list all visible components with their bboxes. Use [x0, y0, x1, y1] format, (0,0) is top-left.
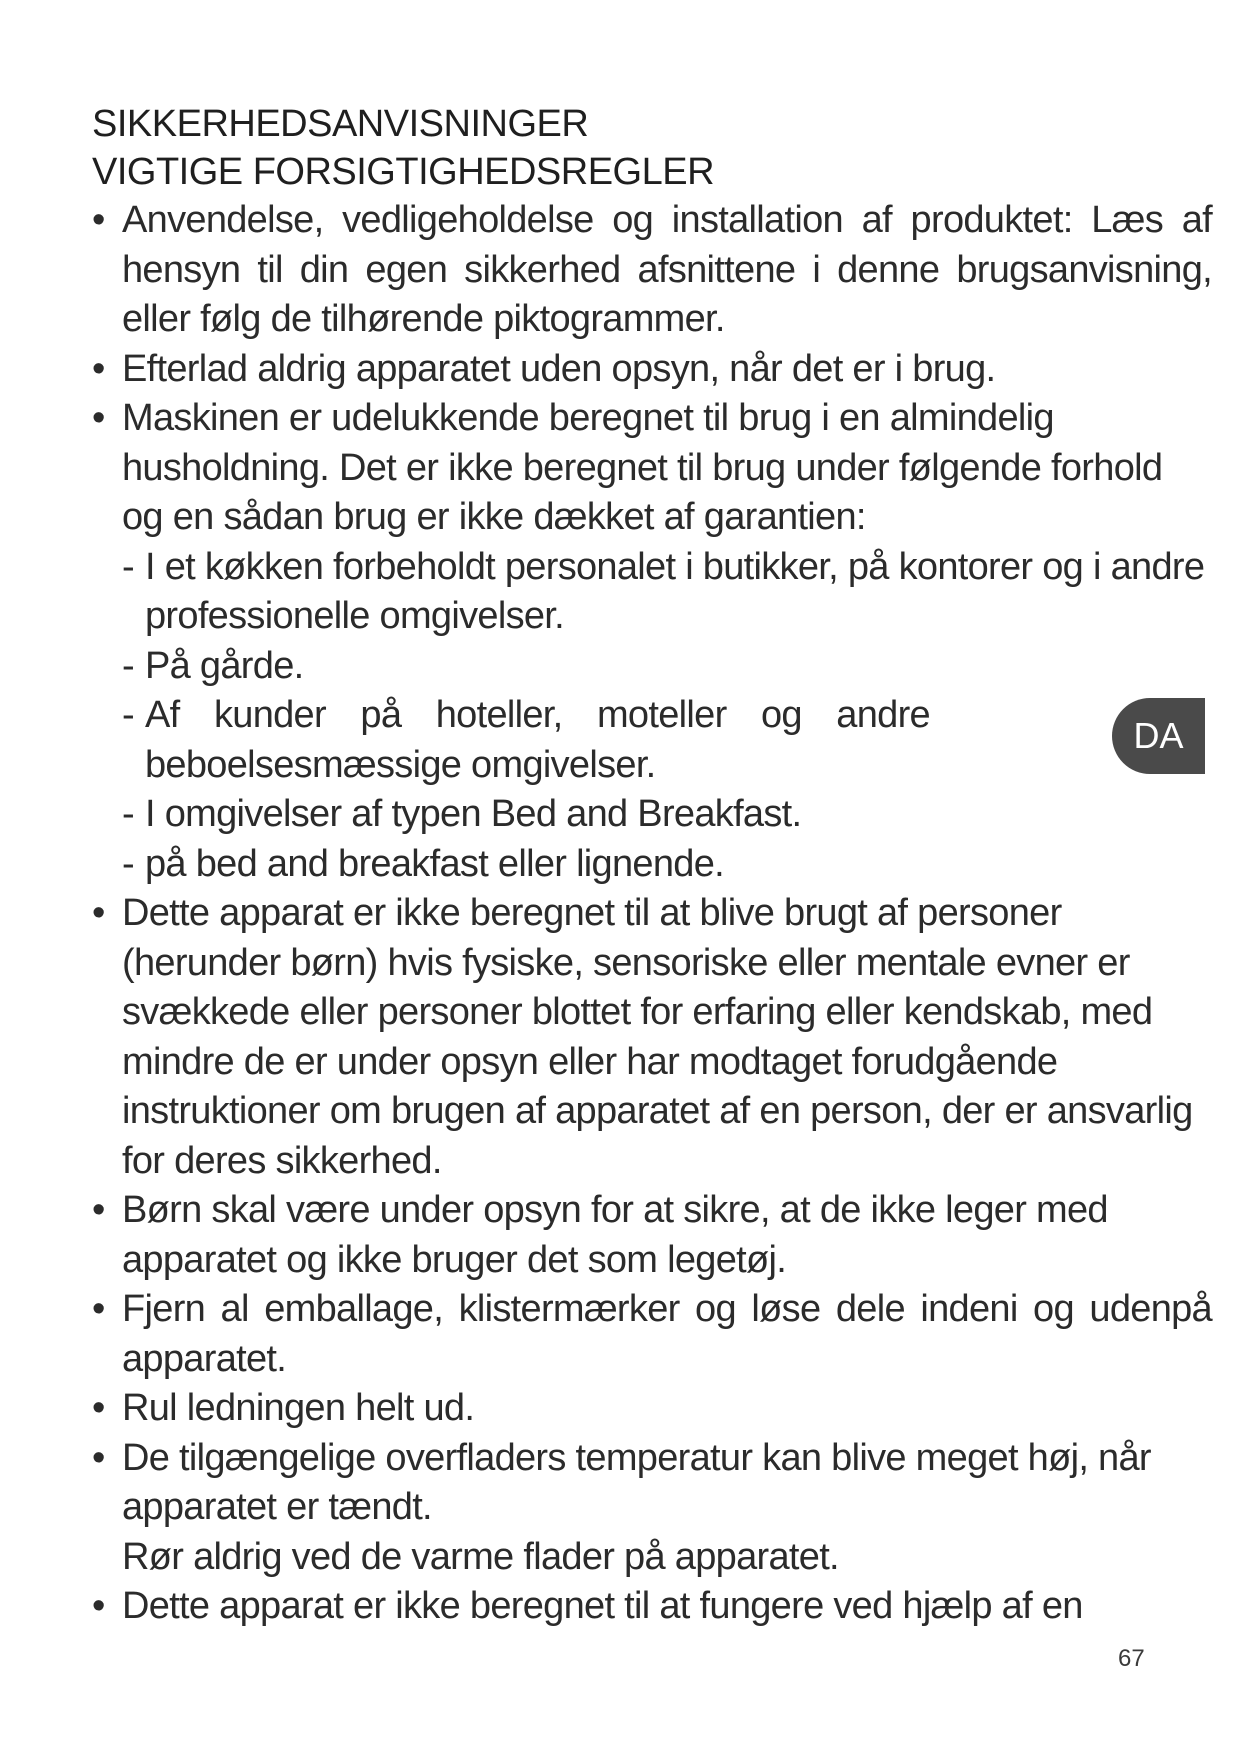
section-title — [92, 100, 1212, 196]
safety-instructions-list — [92, 196, 1212, 1632]
list-item — [92, 345, 1212, 395]
bullet-icon: • — [92, 397, 105, 439]
section-title-line-1: SIKKERHEDSANVISNINGER — [92, 103, 589, 145]
bullet-icon: • — [92, 1387, 105, 1429]
sublist-item-text: I omgivelser af typen Bed and Breakfast. — [145, 793, 802, 835]
list-item-text: Fjern al emballage, klistermærker og løse dele indeni og udenpå apparatet. — [122, 1288, 1212, 1380]
bullet-icon: • — [92, 1585, 105, 1627]
bullet-icon: • — [92, 892, 105, 934]
dash-icon: - — [122, 694, 134, 736]
sublist-item — [122, 543, 1212, 642]
page-content — [92, 100, 1212, 1632]
bullet-icon: • — [92, 1288, 105, 1330]
language-tab: DA — [1112, 698, 1205, 774]
list-item — [92, 1434, 1212, 1583]
list-item-text: Maskinen er udelukkende beregnet til brug i en almindelig husholdning. Det er ikke beregnet til brug under følgende forhold og en sådan brug er ikke dækket af garantien: — [122, 397, 1163, 538]
dash-icon: - — [122, 644, 134, 687]
bullet-icon: • — [92, 1189, 105, 1231]
sublist-item — [122, 840, 1212, 890]
dash-icon: - — [122, 842, 134, 885]
list-item-text: Efterlad aldrig apparatet uden opsyn, når det er i brug. — [122, 347, 996, 390]
sublist-item — [122, 642, 1212, 692]
sublist-item — [122, 790, 1212, 840]
list-item-text: Børn skal være under opsyn for at sikre, at de ikke leger med apparatet og ikke bruger det som legetøj. — [122, 1189, 1108, 1281]
list-item — [92, 1285, 1212, 1384]
list-item — [92, 1186, 1212, 1285]
dash-icon: - — [122, 545, 134, 588]
dash-icon: - — [122, 793, 134, 835]
list-item-text: Anvendelse, vedligeholdelse og installation af produktet: Læs af hensyn til din egen sikkerhed afsnittene i denne brugsanvisning, eller følg de tilhørende piktogrammer. — [122, 199, 1212, 340]
list-item — [92, 196, 1212, 345]
list-item — [92, 1384, 1212, 1434]
bullet-icon: • — [92, 1436, 105, 1479]
sublist-item-text: På gårde. — [145, 644, 304, 687]
list-item-text: De tilgængelige overfladers temperatur kan blive meget høj, når apparatet er tændt. — [122, 1436, 1151, 1528]
sublist-item-text: Af kunder på hoteller, moteller og andre beboelsesmæssige omgivelser. — [145, 694, 930, 786]
page-number: 67 — [1118, 1645, 1145, 1672]
bullet-icon: • — [92, 347, 105, 390]
bullet-icon: • — [92, 199, 105, 241]
sublist-item — [122, 691, 930, 790]
usage-exclusions-sublist — [122, 543, 1212, 890]
list-item — [92, 889, 1212, 1186]
list-item-text: Rul ledningen helt ud. — [122, 1387, 475, 1429]
list-item-text: Dette apparat er ikke beregnet til at fungere ved hjælp af en — [122, 1585, 1083, 1627]
list-item-text: Dette apparat er ikke beregnet til at blive brugt af personer (herunder børn) hvis fysiske, sensoriske eller mentale evner er svækkede eller personer blottet for erfaring eller kendskab, med mindre de er under opsyn eller har modtaget forudgående instruktioner om brugen af apparatet af en person, der er ansvarlig for deres sikkerhed. — [122, 892, 1193, 1182]
sublist-item-text: på bed and breakfast eller lignende. — [145, 842, 725, 885]
list-item — [92, 394, 1212, 889]
sublist-item-text: I et køkken forbeholdt personalet i butikker, på kontorer og i andre professionelle omgivelser. — [145, 545, 1205, 637]
list-item-extra-text: Rør aldrig ved de varme flader på apparatet. — [122, 1535, 839, 1578]
list-item — [92, 1582, 1212, 1632]
section-title-line-2: VIGTIGE FORSIGTIGHEDSREGLER — [92, 151, 715, 193]
